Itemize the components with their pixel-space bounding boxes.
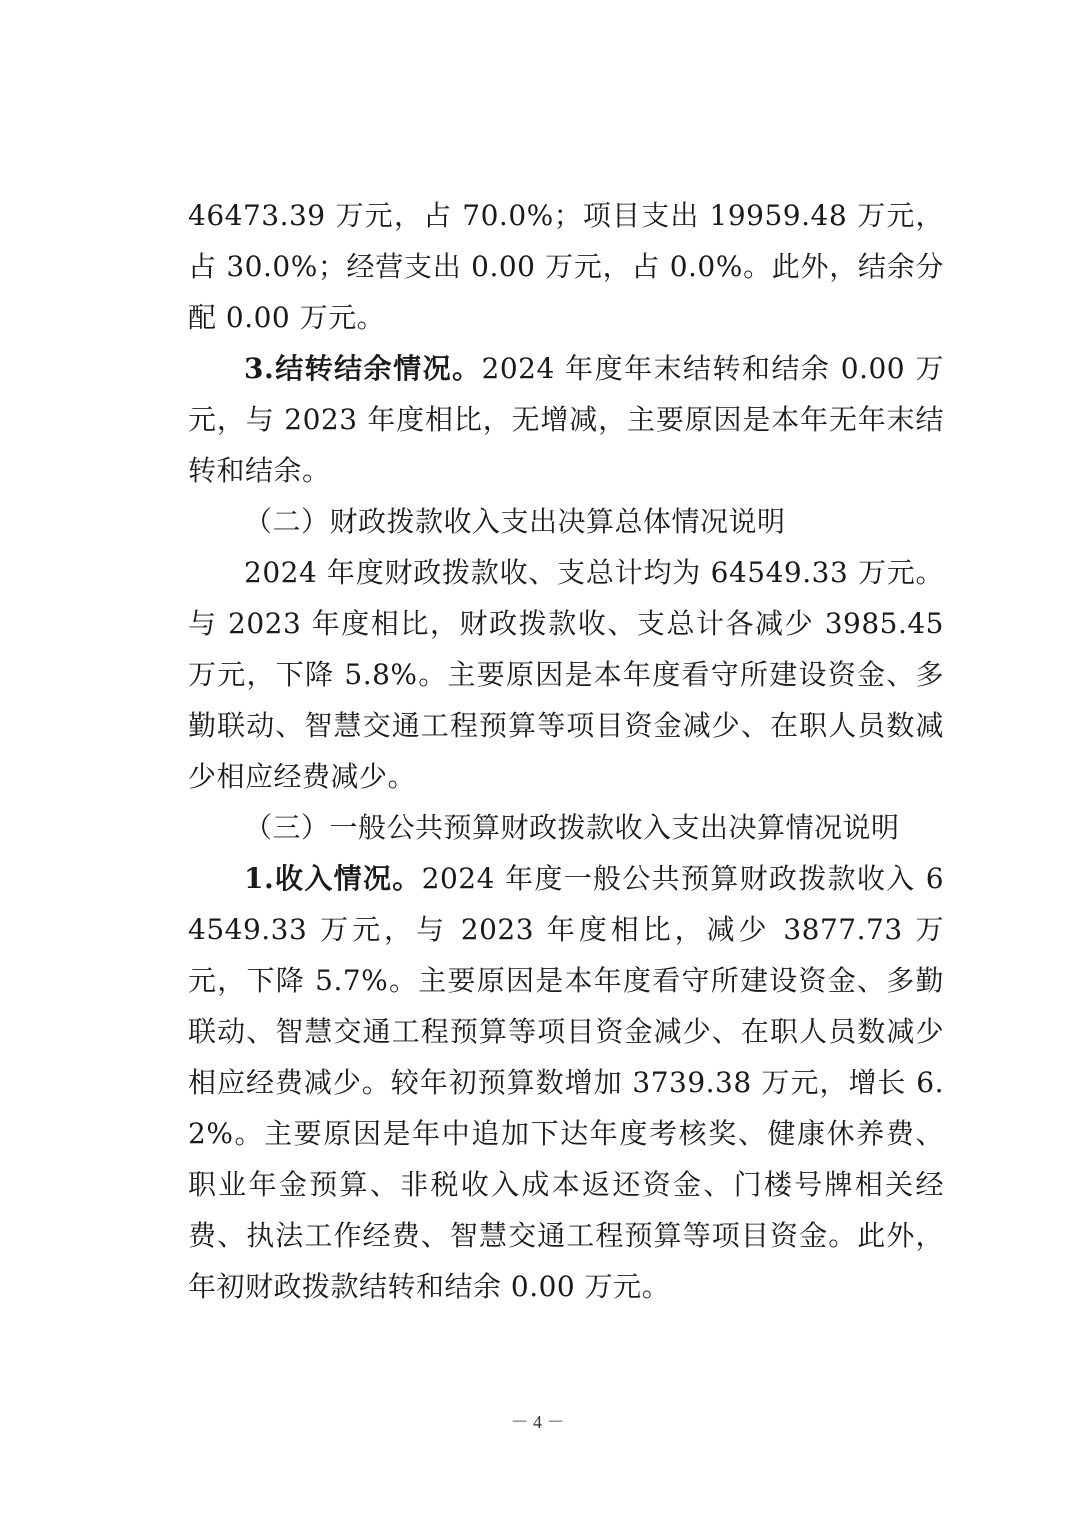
paragraph-carryover-lead: 3.结转结余情况。 bbox=[244, 352, 482, 385]
paragraph-income-lead: 1.收入情况。 bbox=[244, 862, 422, 895]
paragraph-carryover-body: 2024 年度年末结转和结余 0.00 万元，与 2023 年度相比，无增减，主要原因是本年无年末结转和结余。 bbox=[188, 352, 944, 487]
paragraph-income-body: 2024 年度一般公共预算财政拨款收入 64549.33 万元，与 2023 年度相比，减少 3877.73 万元，下降 5.7%。主要原因是本年度看守所建设资金、多勤联动、智慧交通工程预算等项目资金减少、在职人员数减少相应经费减少。较年初预算数增加 3739.38 万元，增长 6.2%。主要原因是年中追加下达年度考核奖、健康休养费、职业年金预算、非税收入成本返还资金、门楼号牌相关经费、执法工作经费、智慧交通工程预算等项目资金。此外，年初财政拨款结转和结余 0.00 万元。 bbox=[188, 862, 945, 1303]
page-number: － 4 － bbox=[510, 1412, 565, 1432]
paragraph-fiscal-overview: 2024 年度财政拨款收、支总计均为 64549.33 万元。与 2023 年度相比，财政拨款收、支总计各减少 3985.45 万元，下降 5.8%。主要原因是本年度看守所建设资金、多勤联动、智慧交通工程预算等项目资金减少、在职人员数减少相应经费减少。 bbox=[188, 556, 944, 793]
paragraph-income bbox=[188, 853, 944, 1312]
section-heading-3: （三）一般公共预算财政拨款收入支出决算情况说明 bbox=[244, 811, 900, 844]
section-heading-2: （二）财政拨款收入支出决算总体情况说明 bbox=[244, 505, 786, 538]
document-body bbox=[188, 190, 944, 1312]
paragraph-carryover bbox=[188, 343, 944, 496]
paragraph-expenditure-summary: 46473.39 万元，占 70.0%；项目支出 19959.48 万元，占 30.0%；经营支出 0.00 万元，占 0.0%。此外，结余分配 0.00 万元。 bbox=[188, 199, 944, 334]
